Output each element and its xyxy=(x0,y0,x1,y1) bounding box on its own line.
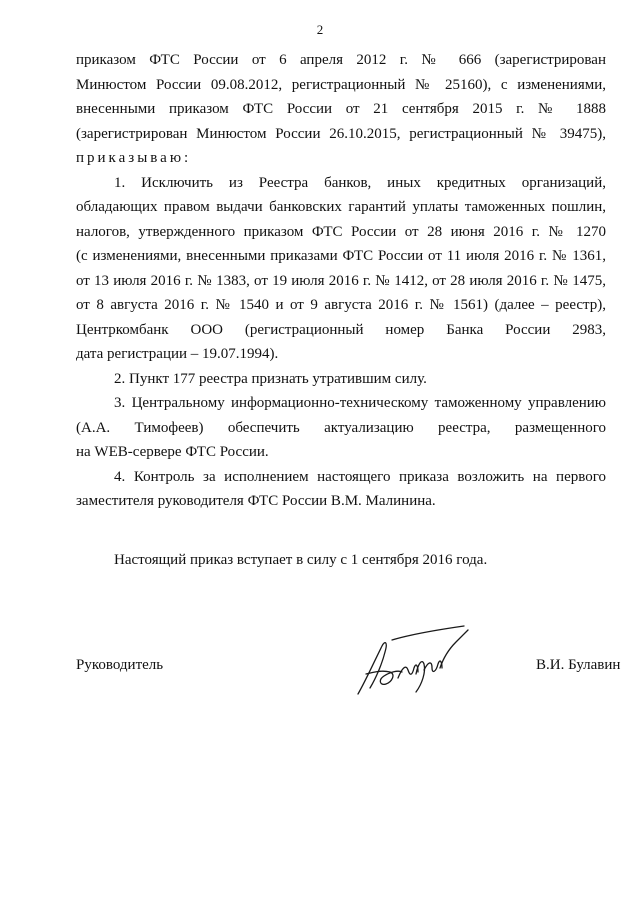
page-number: 2 xyxy=(316,22,324,37)
preamble-line: внесенными приказом ФТС России от 21 сентября 2015 г. № 1888 xyxy=(76,101,606,117)
preamble-line: Минюстом России 09.08.2012, регистрационный № 25160), с изменениями, xyxy=(76,76,606,93)
handwritten-signature xyxy=(352,622,472,702)
signatory-title: Руководитель xyxy=(76,657,164,673)
item-1-line: Центркомбанк ООО (регистрационный номер Банка России 2983, xyxy=(76,321,606,338)
item-1-line: 1. Исключить из Реестра банков, иных кредитных организаций, xyxy=(114,174,606,191)
order-word: приказываю: xyxy=(76,150,192,166)
preamble-line: приказом ФТС России от 6 апреля 2012 г. № 666 (зарегистрирован xyxy=(76,52,606,68)
item-1-line: дата регистрации – 19.07.1994). xyxy=(76,346,279,362)
item-4-line: 4. Контроль за исполнением настоящего приказа возложить на первого xyxy=(114,468,606,485)
preamble-line: (зарегистрирован Минюстом России 26.10.2015, регистрационный № 39475), xyxy=(76,125,606,142)
item-3-line: 3. Центральному информационно-техническому таможенному управлению xyxy=(114,395,606,411)
item-3-line: на WEB-сервере ФТС России. xyxy=(76,444,269,460)
item-1-line: (с изменениями, внесенными приказами ФТС России от 11 июля 2016 г. № 1361, xyxy=(76,248,606,264)
item-1-line: от 8 августа 2016 г. № 1540 и от 9 августа 2016 г. № 1561) (далее – реестр), xyxy=(76,297,606,313)
item-1-line: обладающих правом выдачи банковских гарантий уплаты таможенных пошлин, xyxy=(76,199,606,215)
closing-statement: Настоящий приказ вступает в силу с 1 сентября 2016 года. xyxy=(114,552,488,568)
item-4-line: заместителя руководителя ФТС России В.М. Малинина. xyxy=(76,493,436,509)
item-2-line: 2. Пункт 177 реестра признать утратившим силу. xyxy=(114,370,427,387)
item-1-line: налогов, утвержденного приказом ФТС России от 28 июня 2016 г. № 1270 xyxy=(76,223,606,240)
item-3-line: (А.А. Тимофеев) обеспечить актуализацию реестра, размещенного xyxy=(76,419,606,436)
item-1-line: от 13 июля 2016 г. № 1383, от 19 июля 2016 г. № 1412, от 28 июля 2016 г. № 1475, xyxy=(76,272,606,289)
signatory-name: В.И. Булавин xyxy=(536,657,621,673)
document-body xyxy=(76,48,606,514)
